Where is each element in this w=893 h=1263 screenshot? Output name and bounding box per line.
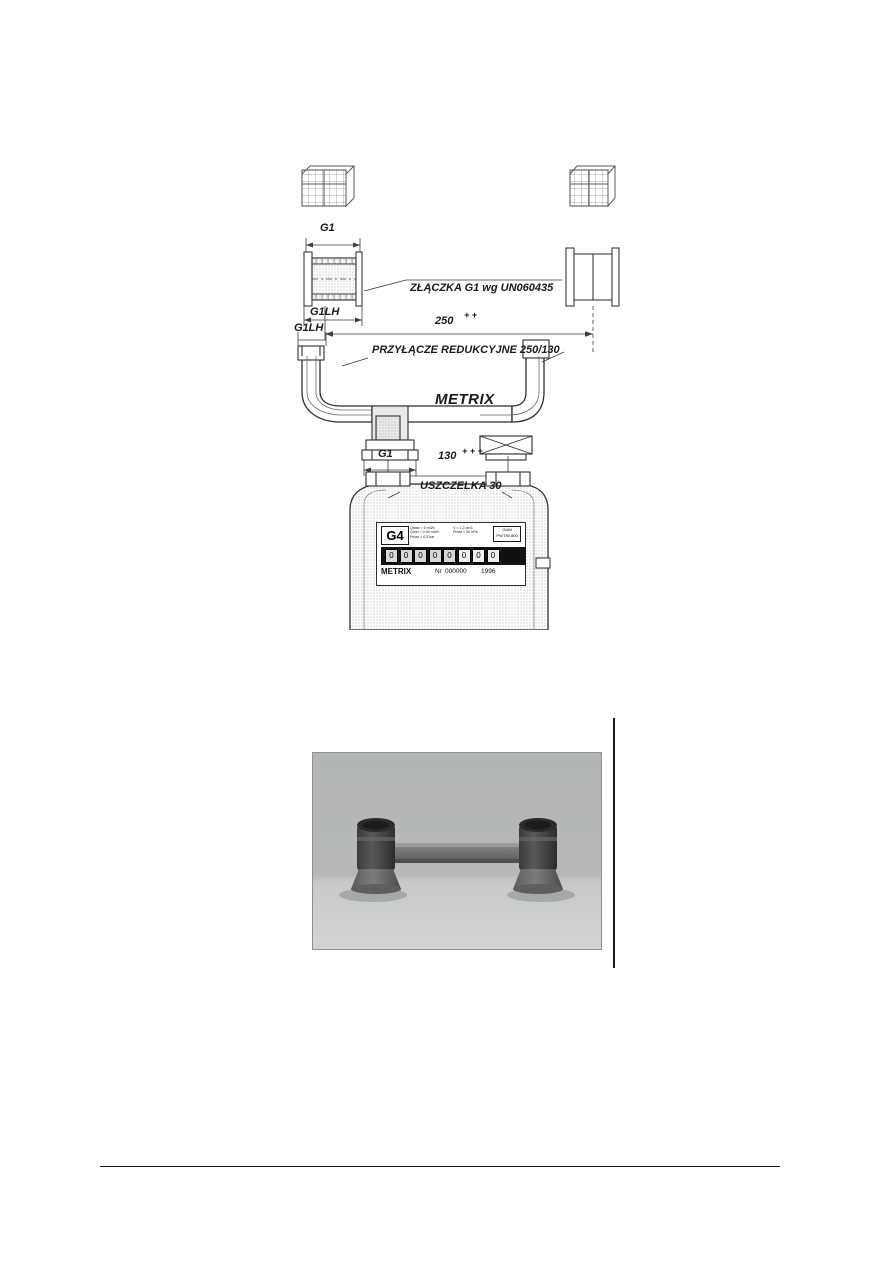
odometer-digit: 0 (472, 549, 485, 563)
coupling-left (304, 252, 362, 306)
reducer-assembly-outline (302, 356, 544, 422)
dim-label-g1-bottom: G1 (378, 448, 393, 460)
meter-brand: METRIX (381, 567, 412, 576)
flange-right (480, 436, 532, 460)
meter-spec-line-1: Qmax = 6 m3/h (410, 526, 435, 530)
photo-left-fitting (351, 818, 401, 894)
meter-serial-number: 000000 (445, 568, 467, 575)
dim-label-g1-top: G1 (320, 222, 335, 234)
dim-label-130-tolerance: + + + (462, 446, 483, 456)
annotation-reducer-note: PRZYŁĄCZE REDUKCYJNE 250/130 (372, 344, 560, 356)
odometer-digit: 0 (429, 549, 442, 563)
annotation-coupling-note: ZŁĄCZKA G1 wg UN060435 (410, 282, 554, 294)
dim-label-250: 250 (435, 315, 454, 327)
dim-label-250-tolerance: + + (464, 310, 478, 320)
meter-badge-line-2: PN/T/M 800 (496, 533, 518, 538)
odometer-digit: 0 (487, 549, 500, 563)
meter-spec-line-4: V = 1,2 dm3 (453, 526, 473, 530)
coupling-right (566, 248, 619, 306)
technical-drawing (280, 160, 620, 630)
meter-model-badge: G4 (381, 526, 409, 545)
meter-badge-line-1: GUM (502, 527, 512, 532)
odometer-digit: 0 (443, 549, 456, 563)
meter-spec-line-5: Pmax = 50 kPa (453, 530, 478, 535)
dim-label-130: 130 (438, 450, 457, 462)
vertical-rule (613, 718, 615, 968)
reducer-left-neck (298, 346, 324, 360)
meter-spec-line-2: Qmin = 0,04 m3/h (410, 530, 439, 535)
meter-spec-line-3: Pmax = 0,5 bar (410, 534, 435, 539)
annotation-gasket-note: USZCZELKA 30 (420, 480, 502, 492)
meter-spec-col-1 (410, 526, 439, 539)
photo-svg (313, 753, 601, 949)
meter-spec-col-2 (453, 526, 477, 535)
odometer-digit: 0 (400, 549, 413, 563)
dim-label-g1lh-mid: G1LH (294, 322, 324, 334)
meter-odometer (381, 547, 526, 565)
odometer-digit: 0 (385, 549, 398, 563)
dim-g1lh-mid (298, 332, 326, 346)
meter-faceplate (376, 522, 526, 586)
reducer-connector-photo (312, 752, 602, 950)
meter-serial-label: Nr (435, 568, 442, 575)
meter-year: 1996 (481, 568, 496, 575)
footer-rule (100, 1166, 780, 1167)
reducer-center-body (366, 406, 414, 450)
meter-approval-badge (493, 526, 521, 542)
photo-right-fitting (513, 818, 563, 894)
odometer-digit: 0 (414, 549, 427, 563)
odometer-digit: 0 (458, 549, 471, 563)
gas-meter-side-nipple (536, 558, 550, 568)
drawing-brand-metrix: METRIX (435, 391, 495, 408)
dim-label-g1lh-upper: G1LH (310, 306, 340, 318)
dim-g1-top (306, 238, 360, 252)
